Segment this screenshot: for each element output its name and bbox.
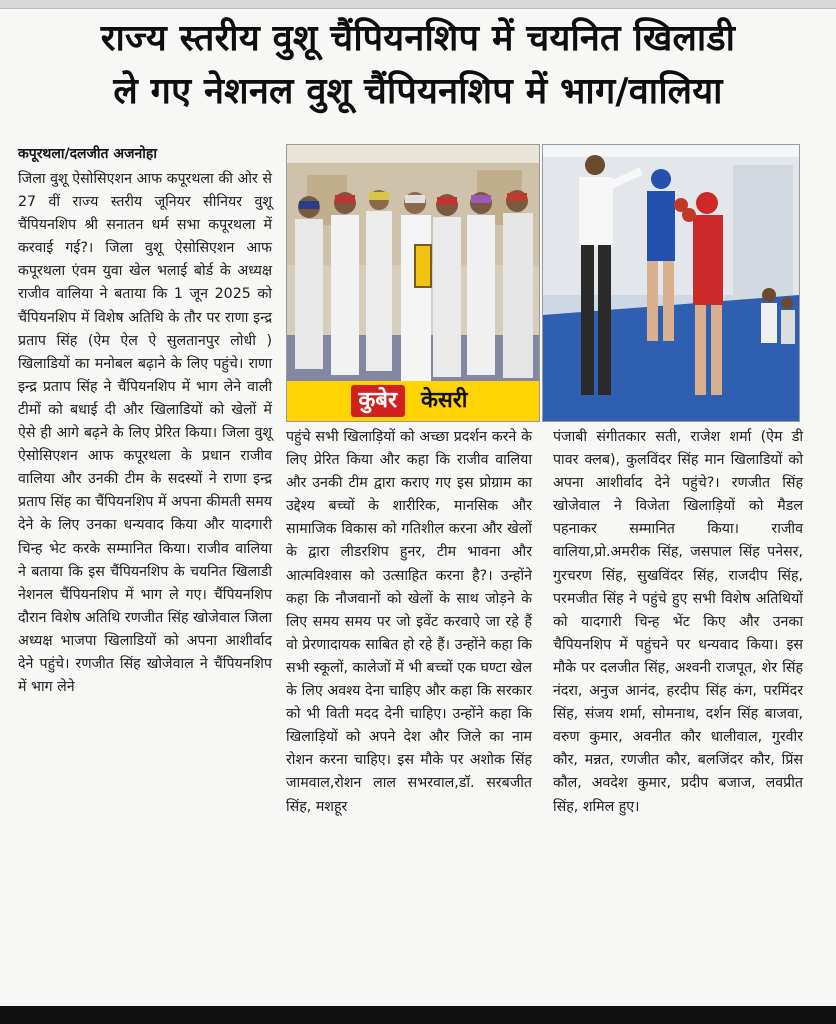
top-strip [0, 0, 836, 9]
group-photo-graphic [287, 145, 539, 421]
bout-photo-graphic [543, 145, 799, 421]
bottom-border [0, 1006, 836, 1024]
headline-line-2: ले गए नेशनल वुशू चैंपियनशिप में भाग/वालिया [113, 71, 723, 112]
byline: कपूरथला/दलजीत अजनोहा [18, 146, 157, 162]
masthead-word-kuber: कुबेर [351, 385, 405, 417]
masthead-word-kesari: केसरी [421, 388, 468, 413]
wushu-bout-photo [542, 144, 800, 422]
article-column-1: जिला वुशू ऐसोसिएशन आफ कपूरथला की ओर से 27 वीं राज्य स्तरीय जूनियर सीनियर वुशू चैंपियनशिप श्री सनातन धर्म सभा कपूरथला में करवाई गई?। जिला वुशू ऐसोसिएशन आफ कपूरथला एंवम युवा खेल भलाई बोर्ड के अध्यक्ष राजीव वालिया ने बताया कि 1 जून 2025 को चैंपियनशिप में विशेष अतिथि के तौर पर राणा इन्द्र प्रताप सिंह (ऐम ऐल ऐ सुलतानपुर लोधी ) खिलाडियों का मनोबल बढ़ाने के लिए पहुंचे। राणा इन्द्र प्रताप सिंह ने चैंपियनशिप में भाग लेने वाली टीमों को बधाई दी और खिलाडियों को खेलों में ऐसे ही आगे बढ़ने के लिए प्रेरित किया। जिला वुशू ऐसोसिएशन आफ कपूरथला के प्रधान राजीव वालिया और उनकी टीम के सदस्यों ने राणा इन्द्र प्रताप सिंह का चैंपियनशिप में अपना कीमती समय देने के लिए उनका धन्यवाद किया और यादगारी चिन्ह भेट करके सम्मानित किया। राजीव वालिया ने बताया कि इस चैंपियनशिप के चयनित खिलाडी नेशनल चैंपियनशिप में भाग ले गए। चैंपियनशिप दौरान विशेष अतिथि रणजीत सिंह खोजेवाल जिला अध्यक्ष भाजपा खिलाडियों को अपना आशीर्वाद देने पहुंचे। रणजीत सिंह खोजेवाल ने चैंपियनशिप में भाग लेने [18, 171, 273, 696]
headline-line-1: राज्य स्तरीय वुशू चैंपियनशिप में चयनित खिलाडी [100, 18, 736, 59]
headline [0, 12, 836, 118]
article-column-3: पंजाबी संगीतकार सती, राजेश शर्मा (ऐम डी पावर क्लब), कुलविंदर सिंह मान खिलाडियों को अपना आशीर्वाद देने पहुंचे?। रणजीत सिंह खोजेवाल ने विजेता खिलाड़ियों को मैडल पहनाकर सम्मानित किया। राजीव वालिया,प्रो.अमरीक सिंह, जसपाल सिंह पनेसर, गुरचरण सिंह, सुखविंदर सिंह, राजदीप सिंह, परमजीत सिंह ने पहुंचे हुए सभी विशेष अतिथियों को यादगारी चिन्ह भेंट किए और उनका चैपियनशिप में पहुंचने पर धन्यवाद किया। इस मौके पर दलजीत सिंह, अश्वनी राजपूत, शेर सिंह नंदरा, अनुज आनंद, हरदीप सिंह कंग, परमिंदर सिंह, संजय शर्मा, सोमनाथ, दर्शन सिंह बाजवा, वरुण कुमार, अवनीत कौर धालीवाल, गुरवीर कौर, मन्नत, रणजीत कौर, बलजिंदर कौर, प्रिंस कौल, अवदेश कुमार, प्रदीप बजाज, लवप्रीत सिंह, शमिल हुए। [553, 429, 803, 815]
article-column-2: पहुंचे सभी खिलाड़ियों को अच्छा प्रदर्शन करने के लिए प्रेरित किया और कहा कि राजीव वालिया और उनकी टीम द्वारा कराए गए इस प्रोग्राम का उद्देश्य बच्चों के शारीरिक, मानसिक और सामाजिक विकास को गतिशील करना और खेलों के द्वारा लीडरशिप हुनर, टीम भावना और आत्मविश्वास को उत्साहित करना है?। उन्होंने कहा कि नौजवानों को खेलों के साथ जोड़ने के लिए समय समय पर जो इवेंट करवाऐ जा रहे हैं वो प्रेरणादायक साबित हो रहे हैं। उन्होंने कहा कि सभी स्कूलों, कालेजों में भी बच्चों एक घण्टा खेल के लिए अवश्य देना चाहिए और कहा कि सरकार को भी विती मदद देनी चाहिए। उन्होंने कहा कि खिलाड़ियों को अपने देश और जिले का नाम रोशन करना चाहिए। इस मौके पर अशोक सिंह जामवाल,रोशन लाल सभरवाल,डॉ. सरबजीत सिंह, मशहूर [286, 429, 532, 815]
award-ceremony-photo [286, 144, 540, 422]
newspaper-masthead-logo [287, 381, 539, 421]
